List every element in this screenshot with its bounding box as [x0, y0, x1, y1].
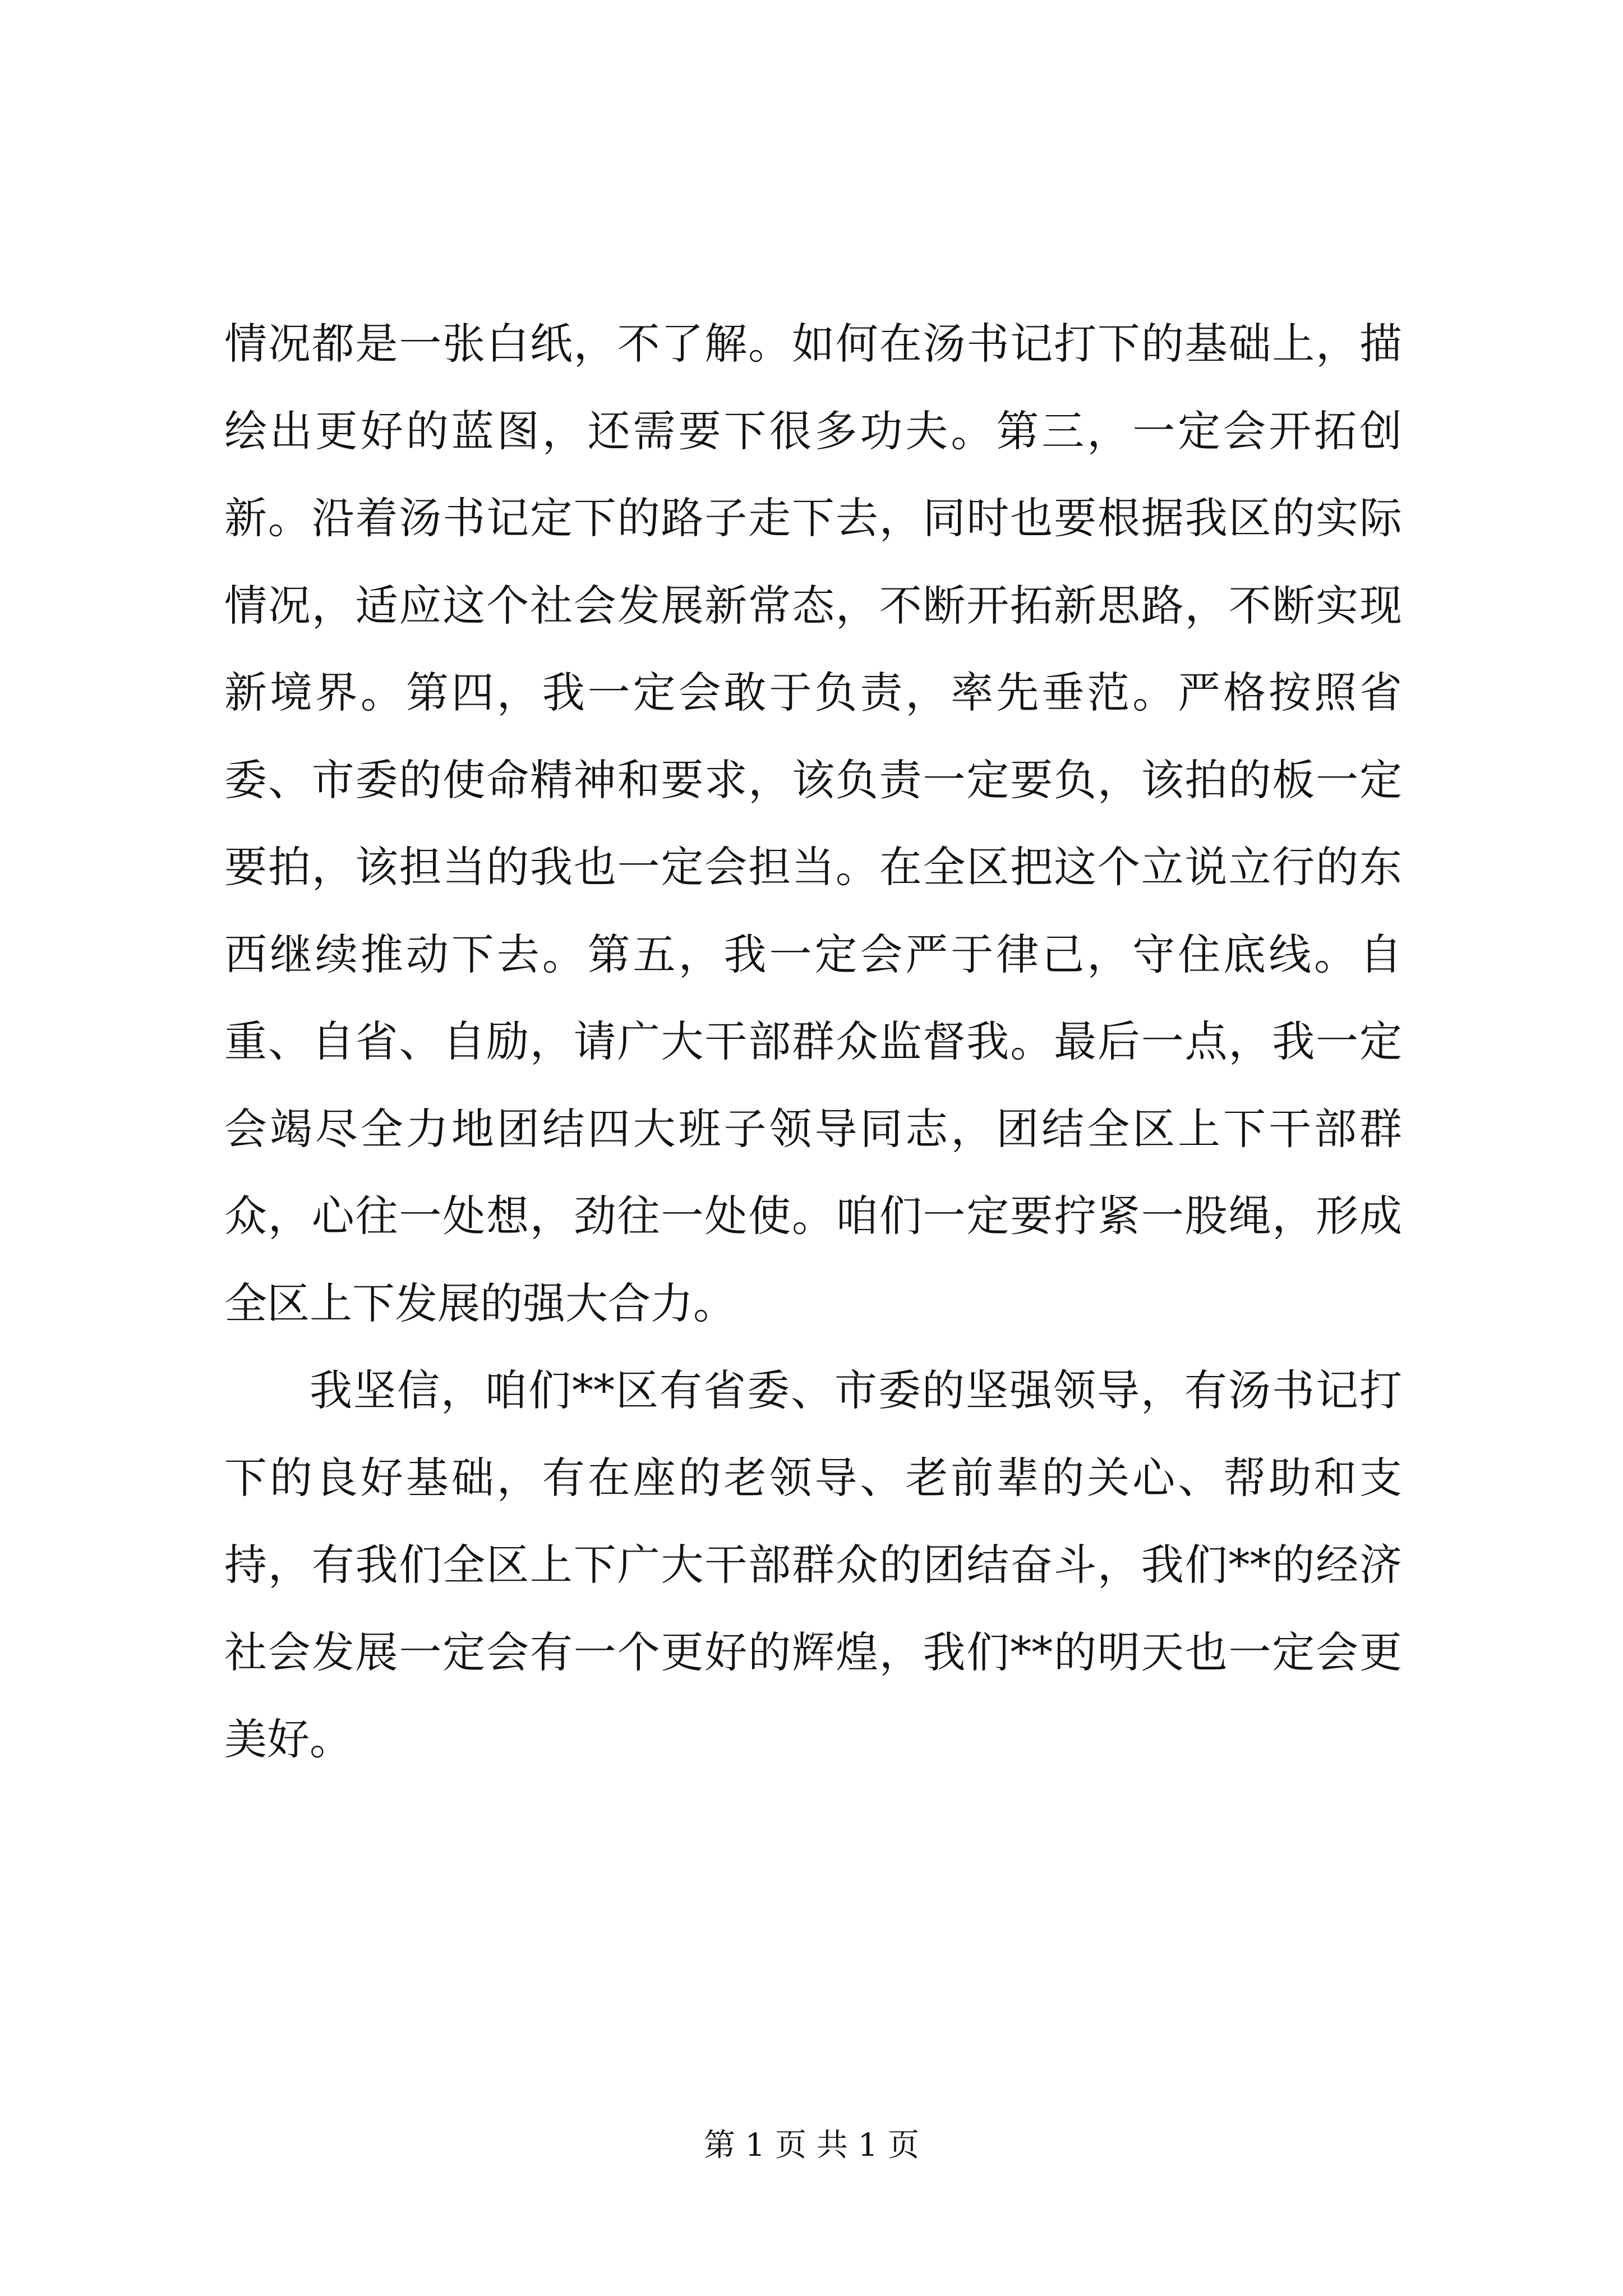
document-body [224, 300, 1402, 1783]
body-paragraph-1: 情况都是一张白纸，不了解。如何在汤书记打下的基础上，描绘出更好的蓝图，还需要下很多功夫。第三，一定会开拓创新。沿着汤书记定下的路子走下去，同时也要根据我区的实际情况，适应这个社会发展新常态，不断开拓新思路，不断实现新境界。第四，我一定会敢于负责，率先垂范。严格按照省委、市委的使命精神和要求，该负责一定要负，该拍的板一定要拍，该担当的我也一定会担当。在全区把这个立说立行的东西继续推动下去。第五，我一定会严于律己，守住底线。自重、自省、自励，请广大干部群众监督我。最后一点，我一定会竭尽全力地团结四大班子领导同志，团结全区上下干部群众，心往一处想，劲往一处使。咱们一定要拧紧一股绳，形成全区上下发展的强大合力。 [224, 319, 1402, 1328]
page-footer: 第 1 页 共 1 页 [703, 2127, 920, 2164]
body-paragraph-2: 我坚信，咱们**区有省委、市委的坚强领导，有汤书记打下的良好基础，有在座的老领导、老前辈的关心、帮助和支持，有我们全区上下广大干部群众的团结奋斗，我们**的经济社会发展一定会有一个更好的辉煌，我们**的明天也一定会更美好。 [224, 1365, 1402, 1764]
